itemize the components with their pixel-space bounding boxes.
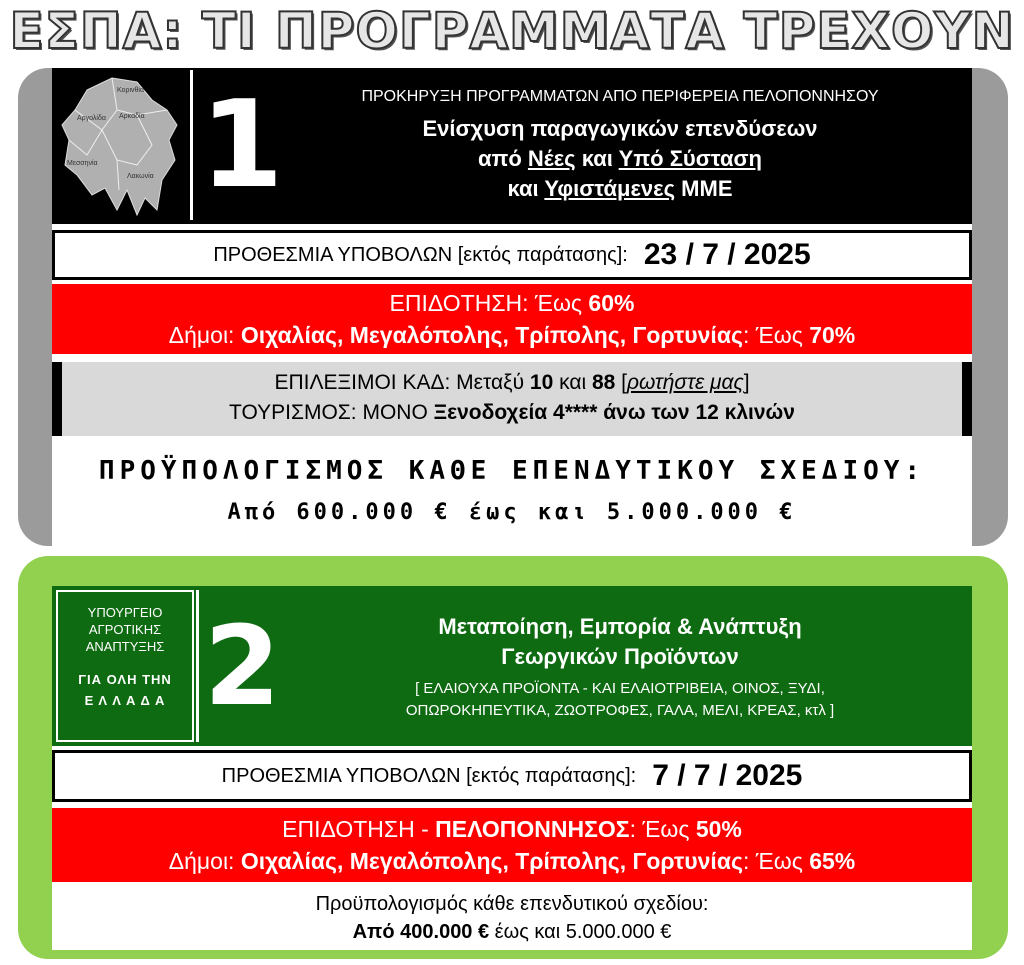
sectors-line: ΟΠΩΡΟΚΗΠΕΥΤΙΚΑ, ΖΩΟΤΡΟΦΕΣ, ΓΑΛΑ, ΜΕΛΙ, ΚΡΕΑΣ, κτλ ] xyxy=(405,702,835,719)
subsidy-line: Δήμοι: Οιχαλίας, Μεγαλόπολης, Τρίπολης, Γορτυνίας: Έως 70% xyxy=(168,322,856,348)
program-1-deadline xyxy=(52,230,972,280)
header-divider xyxy=(190,70,193,220)
program-1-heading xyxy=(280,114,960,204)
subsidy-line: ΕΠΙΔΟΤΗΣΗ - ΠΕΛΟΠΟΝΝΗΣΟΣ: Έως 50% xyxy=(282,816,742,842)
budget-title: ΠΡΟΫΠΟΛΟΓΙΣΜΟΣ ΚΑΘΕ ΕΠΕΝΔΥΤΙΚΟΥ ΣΧΕΔΙΟΥ: xyxy=(98,456,926,486)
map-label: Αργολίδα xyxy=(77,115,106,122)
sectors-line: [ ΕΛΑΙΟΥΧΑ ΠΡΟΪΟΝΤΑ - ΚΑΙ ΕΛΑΙΟΤΡΙΒΕΙΑ, ΟΙΝΟΣ, ΞΥΔΙ, xyxy=(415,680,825,697)
deadline-date: 23 / 7 / 2025 xyxy=(643,238,811,271)
program-1-subsidy xyxy=(52,284,972,354)
map-label: Λακωνία xyxy=(127,173,154,180)
subsidy-line: Δήμοι: Οιχαλίας, Μεγαλόπολης, Τρίπολης, Γορτυνίας: Έως 65% xyxy=(168,848,856,874)
tourism-line: ΤΟΥΡΙΣΜΟΣ: ΜΟΝΟ Ξενοδοχεία 4**** άνω των 12 κλινών xyxy=(229,401,795,424)
deadline-date: 7 / 7 / 2025 xyxy=(652,759,803,792)
subsidy-line: ΕΠΙΔΟΤΗΣΗ: Έως 60% xyxy=(389,290,635,316)
ministry-line: ΑΝΑΠΤΥΞΗΣ xyxy=(85,639,165,654)
heading-line: από Νέες και Υπό Σύσταση xyxy=(478,146,762,171)
program-2-subsidy xyxy=(52,808,972,882)
program-1-number: 1 xyxy=(200,76,284,215)
peloponnese-map-icon xyxy=(57,70,187,220)
program-2-budget xyxy=(52,890,972,956)
ministry-line: ΑΓΡΟΤΙΚΗΣ xyxy=(88,622,162,637)
program-2-deadline xyxy=(52,750,972,802)
budget-range: Από 400.000 € έως και 5.000.000 € xyxy=(352,921,672,943)
map-label: Κορινθία xyxy=(117,87,145,94)
program-1-budget xyxy=(52,448,972,546)
deadline-label: ΠΡΟΘΕΣΜΙΑ ΥΠΟΒΟΛΩΝ [εκτός παράτασης]: xyxy=(213,243,628,266)
map-label: Αρκαδία xyxy=(119,113,145,120)
budget-range: Από 600.000 € έως και 5.000.000 € xyxy=(227,500,797,525)
heading-line: και Υφιστάμενες ΜΜΕ xyxy=(507,176,733,201)
ask-us-link: ρωτήστε μας xyxy=(627,371,744,394)
scope-line: ΓΙΑ ΟΛΗ ΤΗΝ xyxy=(78,672,172,687)
heading-line: Μεταποίηση, Εμπορία & Ανάπτυξη xyxy=(438,614,802,639)
heading-line: Γεωργικών Προϊόντων xyxy=(501,644,739,669)
budget-title: Προϋπολογισμός κάθε επενδυτικού σχεδίου: xyxy=(315,893,709,915)
program-2-number: 2 xyxy=(204,602,281,730)
page-title: ΕΣΠΑ: ΤΙ ΠΡΟΓΡΑΜΜΑΤΑ ΤΡΕΧΟΥΝ xyxy=(9,2,1015,60)
ministry-line: ΥΠΟΥΡΓΕΙΟ xyxy=(87,605,163,620)
header-divider xyxy=(196,590,199,742)
program-1-eligibility xyxy=(52,362,972,436)
deadline-label: ΠΡΟΘΕΣΜΙΑ ΥΠΟΒΟΛΩΝ [εκτός παράτασης]: xyxy=(221,764,637,787)
program-2-heading xyxy=(280,612,960,672)
program-2-sectors xyxy=(280,678,960,722)
program-1-announcement: ΠΡΟΚΗΡΥΞΗ ΠΡΟΓΡΑΜΜΑΤΩΝ ΑΠΟ ΠΕΡΙΦΕΡΕΙΑ ΠΕΛΟΠΟΝΝΗΣΟΥ xyxy=(361,88,879,105)
scope-line: Ε Λ Λ Α Δ Α xyxy=(84,693,166,708)
kad-line: ΕΠΙΛΕΞΙΜΟΙ ΚΑΔ: Μεταξύ 10 και 88 [ρωτήστε μας] xyxy=(274,371,750,394)
ministry-box xyxy=(56,590,194,742)
map-label: Μεσσηνία xyxy=(67,160,98,167)
heading-line: Ενίσχυση παραγωγικών επενδύσεων xyxy=(422,116,818,141)
